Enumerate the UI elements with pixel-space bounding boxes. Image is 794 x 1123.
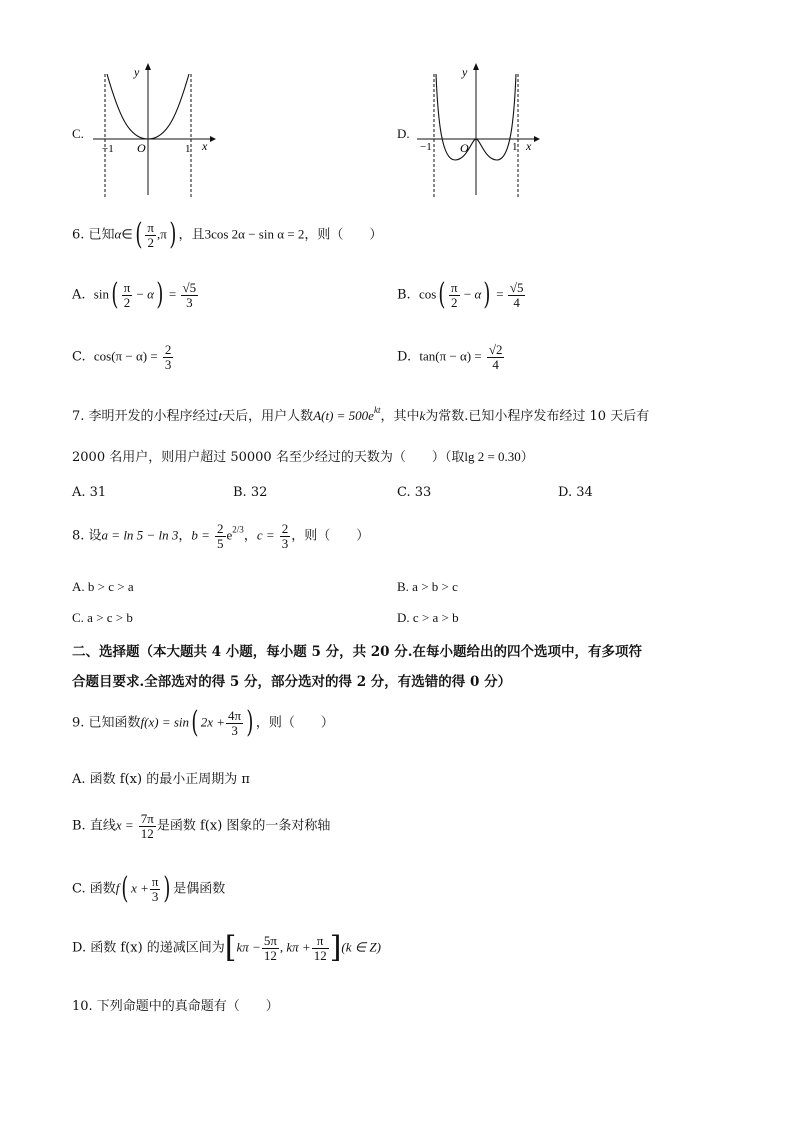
tick-neg1: −1 <box>102 143 114 155</box>
q6-option-b: B. cos( $\frac{\pi}{2}$ − α) = $\frac{√5}{4}$ <box>397 277 524 312</box>
q7-option-b: B. 32 <box>233 485 268 500</box>
section2-heading-line2: 合题目要求.全部选对的得 5 分，部分选对的得 2 分，有选错的得 0 分） <box>72 674 512 690</box>
graph-c <box>88 62 218 202</box>
q8-option-a: A. b > c > a <box>72 579 134 594</box>
graph-d-label: D. <box>397 126 410 141</box>
origin-label: O <box>137 141 146 155</box>
x-label: x <box>526 139 532 153</box>
tick-1: 1 <box>512 141 518 153</box>
q9-option-a: A. 函数 f(x) 的最小正周期为 π <box>72 772 250 787</box>
origin-label: O <box>460 141 469 155</box>
x-label: x <box>202 139 208 153</box>
q9-option-b: B. 直线x = $\frac{7\pi}{12}$ 是函数 f(x) 图象的一条对称轴 <box>72 811 331 841</box>
q8-option-c: C. a > c > b <box>72 610 133 625</box>
y-label: y <box>462 65 468 79</box>
q7-option-a: A. 31 <box>72 485 107 500</box>
section2-heading-line1: 二、选择题（本大题共 4 小题，每小题 5 分，共 20 分.在每小题给出的四个选项中，有多项符 <box>72 644 642 660</box>
tick-1: 1 <box>185 143 191 155</box>
q6-option-c: C. cos(π − α) = $\frac{2}{3}$ <box>72 342 172 372</box>
q9-option-c: C. 函数f( x + $\frac{\pi}{3}$ ) 是偶函数 <box>72 871 226 906</box>
q8-stem: 8. 设a = ln 5 − ln 3，b = $\frac{2}{5}$ $e^{2/3}$，c = $\frac{2}{3}$ ，则（ ） <box>72 521 370 551</box>
q10-stem: 10. 下列命题中的真命题有（ ） <box>72 999 279 1014</box>
graph-c-label: C. <box>72 126 84 141</box>
q7-option-d: D. 34 <box>558 485 593 500</box>
q6-option-a: A. sin( $\frac{\pi}{2}$ − α) = $\frac{√5}{3}$ <box>72 277 197 312</box>
q9-option-d: D. 函数 f(x) 的递减区间为[kπ − $\frac{5\pi}{12}$ , kπ + $\frac{\pi}{12}$ ](k ∈ Z) <box>72 930 381 965</box>
q7-line1: 7. 李明开发的小程序经过t天后，用户人数$A(t) = 500e^{kt}$，其中k为常数.已知小程序发布经过 10 天后有 <box>72 405 650 424</box>
q9-stem: 9. 已知函数f(x) = sin( 2x + $\frac{4\pi}{3}$ ) ，则（ ） <box>72 705 334 740</box>
tick-neg1: −1 <box>420 141 432 153</box>
graph-d <box>412 62 542 202</box>
q7-line2: 2000 名用户，则用户超过 50000 名至少经过的天数为（ ）（取lg 2 = 0.30） <box>72 449 534 465</box>
y-label: y <box>134 65 140 79</box>
q6-option-d: D. tan(π − α) = $\frac{√2}{4}$ <box>397 342 503 372</box>
q7-option-c: C. 33 <box>397 485 432 500</box>
q6-stem: 6. 已知α∈( $\frac{\pi}{2}$ ,π) ，且3cos 2α − sin α = 2，则（ ） <box>72 217 383 252</box>
q8-option-d: D. c > a > b <box>397 610 459 625</box>
q8-option-b: B. a > b > c <box>397 579 458 594</box>
